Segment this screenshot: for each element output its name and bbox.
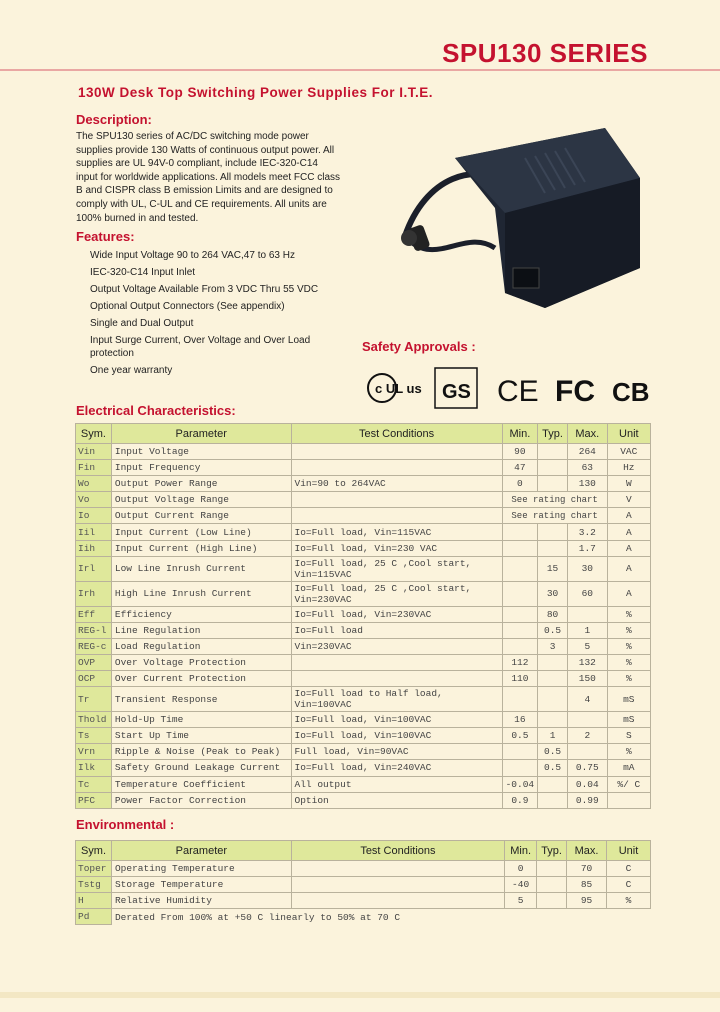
parameter-cell: Relative Humidity bbox=[111, 893, 291, 909]
unit-cell: Hz bbox=[607, 460, 650, 476]
description-text: The SPU130 series of AC/DC switching mode power supplies provide 130 Watts of continuous output power. All supplies are UL 94V-0 compliant, include IEC-320-C14 input for worldwide applications. All models meet FCC class B and CISPR class B emission Limits and are designed to comply with UL, C-UL and CE requirements. All units are 100% burned in and tested. bbox=[76, 131, 340, 224]
symbol-cell: Pd bbox=[76, 909, 112, 925]
unit-cell: mS bbox=[607, 687, 650, 712]
symbol-cell: Irl bbox=[76, 556, 112, 581]
max-cell: 5 bbox=[568, 638, 608, 654]
max-cell bbox=[568, 712, 608, 728]
derating-cell: Derated From 100% at +50 C linearly to 50% at 70 C bbox=[114, 911, 401, 923]
parameter-cell: Hold-Up Time bbox=[111, 712, 291, 728]
symbol-cell: Thold bbox=[76, 712, 112, 728]
unit-cell: % bbox=[607, 744, 650, 760]
safety-approvals-heading: Safety Approvals : bbox=[362, 339, 476, 354]
unit-cell: A bbox=[607, 524, 650, 540]
environmental-table bbox=[75, 840, 651, 925]
table-row bbox=[76, 540, 651, 556]
condition-cell bbox=[291, 861, 504, 877]
table-row bbox=[76, 556, 651, 581]
table-row bbox=[76, 460, 651, 476]
min-cell bbox=[502, 687, 538, 712]
unit-cell: S bbox=[607, 728, 650, 744]
max-cell: 85 bbox=[567, 877, 607, 893]
column-header: Parameter bbox=[111, 841, 291, 861]
max-cell: 0.99 bbox=[568, 792, 608, 808]
typ-cell: 80 bbox=[538, 606, 568, 622]
typ-cell: 3 bbox=[538, 638, 568, 654]
table-row bbox=[76, 744, 651, 760]
table-row bbox=[76, 728, 651, 744]
typ-cell: 0.5 bbox=[538, 622, 568, 638]
typ-cell: 30 bbox=[538, 581, 568, 606]
parameter-cell: Load Regulation bbox=[111, 638, 291, 654]
condition-cell: Io=Full load, 25 C ,Cool start, Vin=115VAC bbox=[291, 556, 502, 581]
max-cell: 70 bbox=[567, 861, 607, 877]
typ-cell: 15 bbox=[538, 556, 568, 581]
table-row bbox=[76, 877, 651, 893]
column-header: Typ. bbox=[538, 424, 568, 444]
condition-cell: Io=Full load, Vin=240VAC bbox=[291, 760, 502, 776]
ul-logo bbox=[368, 374, 422, 402]
table-row bbox=[76, 606, 651, 622]
typ-cell: 1 bbox=[538, 728, 568, 744]
parameter-cell: Transient Response bbox=[111, 687, 291, 712]
typ-cell bbox=[538, 687, 568, 712]
min-cell: 47 bbox=[502, 460, 538, 476]
list-item: Single and Dual Output bbox=[90, 318, 194, 330]
parameter-cell: Over Current Protection bbox=[111, 671, 291, 687]
power-supply-image bbox=[395, 118, 655, 318]
list-item: Input Surge Current, Over Voltage and Over Load protection bbox=[90, 335, 311, 360]
table-row bbox=[76, 444, 651, 460]
title-divider bbox=[0, 69, 720, 71]
symbol-cell: Ilk bbox=[76, 760, 112, 776]
symbol-cell: Wo bbox=[76, 476, 112, 492]
unit-cell: C bbox=[607, 861, 651, 877]
symbol-cell: Vo bbox=[76, 492, 112, 508]
column-header: Sym. bbox=[76, 841, 112, 861]
table-header-row bbox=[76, 424, 651, 444]
parameter-cell: Input Current (High Line) bbox=[111, 540, 291, 556]
max-cell: 0.04 bbox=[568, 776, 608, 792]
min-cell: See rating chart bbox=[502, 508, 607, 524]
parameter-cell: Input Frequency bbox=[111, 460, 291, 476]
symbol-cell: Ts bbox=[76, 728, 112, 744]
condition-cell bbox=[291, 654, 502, 670]
electrical-heading: Electrical Characteristics: bbox=[76, 403, 236, 418]
svg-text:CE: CE bbox=[497, 375, 539, 408]
min-cell bbox=[502, 556, 538, 581]
symbol-cell: H bbox=[76, 893, 112, 909]
max-cell: 60 bbox=[568, 581, 608, 606]
typ-cell bbox=[538, 671, 568, 687]
min-cell bbox=[502, 638, 538, 654]
unit-cell: % bbox=[607, 622, 650, 638]
description-heading: Description: bbox=[76, 112, 152, 127]
page-subtitle: 130W Desk Top Switching Power Supplies For I.T.E. bbox=[78, 85, 434, 100]
parameter-cell: Output Current Range bbox=[111, 508, 291, 524]
column-header: Typ. bbox=[537, 841, 567, 861]
unit-cell: W bbox=[607, 476, 650, 492]
parameter-cell: Low Line Inrush Current bbox=[111, 556, 291, 581]
min-cell: 112 bbox=[502, 654, 538, 670]
parameter-cell: Start Up Time bbox=[111, 728, 291, 744]
table-row bbox=[76, 508, 651, 524]
condition-cell: Io=Full load, Vin=100VAC bbox=[291, 712, 502, 728]
table-row bbox=[76, 524, 651, 540]
min-cell: 90 bbox=[502, 444, 538, 460]
condition-cell: Io=Full load, Vin=115VAC bbox=[291, 524, 502, 540]
symbol-cell: Irh bbox=[76, 581, 112, 606]
tuv-gs-logo bbox=[435, 368, 477, 408]
table-row bbox=[76, 909, 651, 925]
min-cell bbox=[502, 622, 538, 638]
table-row bbox=[76, 687, 651, 712]
unit-cell: A bbox=[607, 508, 650, 524]
symbol-cell: Iih bbox=[76, 540, 112, 556]
list-item: Output Voltage Available From 3 VDC Thru 55 VDC bbox=[90, 284, 319, 296]
column-header: Min. bbox=[502, 424, 538, 444]
parameter-cell: Ripple & Noise (Peak to Peak) bbox=[111, 744, 291, 760]
typ-cell bbox=[538, 792, 568, 808]
unit-cell: V bbox=[607, 492, 650, 508]
parameter-cell: Input Voltage bbox=[111, 444, 291, 460]
table-row bbox=[76, 861, 651, 877]
condition-cell: All output bbox=[291, 776, 502, 792]
symbol-cell: Tr bbox=[76, 687, 112, 712]
list-item: One year warranty bbox=[90, 365, 173, 377]
parameter-cell: Temperature Coefficient bbox=[111, 776, 291, 792]
symbol-cell: Tc bbox=[76, 776, 112, 792]
min-cell: -0.04 bbox=[502, 776, 538, 792]
column-header: Test Conditions bbox=[291, 841, 504, 861]
condition-cell bbox=[291, 893, 504, 909]
features-heading: Features: bbox=[76, 229, 135, 244]
column-header: Test Conditions bbox=[291, 424, 502, 444]
max-cell: 1 bbox=[568, 622, 608, 638]
svg-text:GS: GS bbox=[442, 381, 471, 403]
symbol-cell: REG-c bbox=[76, 638, 112, 654]
min-cell bbox=[502, 760, 538, 776]
unit-cell: mS bbox=[607, 712, 650, 728]
condition-cell bbox=[291, 877, 504, 893]
min-cell: 0.9 bbox=[502, 792, 538, 808]
max-cell: 150 bbox=[568, 671, 608, 687]
max-cell: 4 bbox=[568, 687, 608, 712]
min-cell: 5 bbox=[505, 893, 537, 909]
table-row bbox=[76, 492, 651, 508]
typ-cell bbox=[538, 476, 568, 492]
max-cell bbox=[568, 744, 608, 760]
unit-cell: A bbox=[607, 581, 650, 606]
table-row bbox=[76, 776, 651, 792]
table-row bbox=[76, 638, 651, 654]
page-title: SPU130 SERIES bbox=[442, 38, 648, 68]
table-row bbox=[76, 581, 651, 606]
typ-cell bbox=[538, 654, 568, 670]
max-cell: 30 bbox=[568, 556, 608, 581]
typ-cell bbox=[537, 893, 567, 909]
condition-cell: Io=Full load bbox=[291, 622, 502, 638]
symbol-cell: Eff bbox=[76, 606, 112, 622]
max-cell: 2 bbox=[568, 728, 608, 744]
unit-cell: % bbox=[607, 654, 650, 670]
svg-text:FC: FC bbox=[555, 375, 595, 408]
column-header: Min. bbox=[505, 841, 537, 861]
parameter-cell: Efficiency bbox=[111, 606, 291, 622]
table-header-row bbox=[76, 841, 651, 861]
condition-cell bbox=[291, 671, 502, 687]
max-cell: 130 bbox=[568, 476, 608, 492]
symbol-cell: Vrn bbox=[76, 744, 112, 760]
symbol-cell: Iil bbox=[76, 524, 112, 540]
condition-cell: Vin=230VAC bbox=[291, 638, 502, 654]
parameter-cell: High Line Inrush Current bbox=[111, 581, 291, 606]
parameter-cell: Over Voltage Protection bbox=[111, 654, 291, 670]
condition-cell: Option bbox=[291, 792, 502, 808]
condition-cell: Io=Full load, Vin=100VAC bbox=[291, 728, 502, 744]
fcc-logo bbox=[555, 375, 595, 408]
unit-cell: % bbox=[607, 606, 650, 622]
symbol-cell: Toper bbox=[76, 861, 112, 877]
list-item: Optional Output Connectors (See appendix) bbox=[90, 301, 285, 313]
min-cell: See rating chart bbox=[502, 492, 607, 508]
unit-cell: C bbox=[607, 877, 651, 893]
typ-cell bbox=[537, 877, 567, 893]
table-row bbox=[76, 476, 651, 492]
table-row bbox=[76, 792, 651, 808]
min-cell bbox=[502, 744, 538, 760]
condition-cell: Full load, Vin=90VAC bbox=[291, 744, 502, 760]
certification-logos bbox=[360, 366, 665, 410]
environmental-heading: Environmental : bbox=[76, 817, 175, 832]
symbol-cell: Fin bbox=[76, 460, 112, 476]
parameter-cell: Storage Temperature bbox=[111, 877, 291, 893]
symbol-cell: Tstg bbox=[76, 877, 112, 893]
column-header: Max. bbox=[568, 424, 608, 444]
unit-cell: %/ C bbox=[607, 776, 650, 792]
max-cell bbox=[568, 606, 608, 622]
table-row bbox=[76, 671, 651, 687]
max-cell: 132 bbox=[568, 654, 608, 670]
svg-text:CB: CB bbox=[612, 377, 650, 407]
min-cell: 0 bbox=[502, 476, 538, 492]
min-cell bbox=[502, 524, 538, 540]
parameter-cell: Line Regulation bbox=[111, 622, 291, 638]
max-cell: 63 bbox=[568, 460, 608, 476]
ce-logo bbox=[497, 375, 539, 408]
max-cell: 1.7 bbox=[568, 540, 608, 556]
table-row bbox=[76, 893, 651, 909]
column-header: Parameter bbox=[111, 424, 291, 444]
symbol-cell: OVP bbox=[76, 654, 112, 670]
list-item: Wide Input Voltage 90 to 264 VAC,47 to 63 Hz bbox=[90, 250, 295, 261]
parameter-cell: Output Power Range bbox=[111, 476, 291, 492]
features-list bbox=[90, 250, 330, 382]
unit-cell: % bbox=[607, 671, 650, 687]
symbol-cell: REG-l bbox=[76, 622, 112, 638]
typ-cell bbox=[538, 776, 568, 792]
max-cell: 95 bbox=[567, 893, 607, 909]
column-header: Unit bbox=[607, 424, 650, 444]
min-cell: 0 bbox=[505, 861, 537, 877]
typ-cell bbox=[538, 460, 568, 476]
table-row bbox=[76, 760, 651, 776]
condition-cell: Io=Full load, Vin=230VAC bbox=[291, 606, 502, 622]
typ-cell bbox=[538, 540, 568, 556]
condition-cell: Io=Full load, 25 C ,Cool start, Vin=230VAC bbox=[291, 581, 502, 606]
cb-logo bbox=[612, 377, 650, 407]
electrical-table bbox=[75, 423, 651, 809]
footer-band bbox=[0, 992, 720, 998]
parameter-cell: Power Factor Correction bbox=[111, 792, 291, 808]
min-cell bbox=[502, 540, 538, 556]
min-cell: -40 bbox=[505, 877, 537, 893]
condition-cell: Vin=90 to 264VAC bbox=[291, 476, 502, 492]
column-header: Unit bbox=[607, 841, 651, 861]
symbol-cell: OCP bbox=[76, 671, 112, 687]
typ-cell bbox=[537, 861, 567, 877]
typ-cell bbox=[538, 444, 568, 460]
typ-cell bbox=[538, 712, 568, 728]
parameter-cell: Input Current (Low Line) bbox=[111, 524, 291, 540]
max-cell: 264 bbox=[568, 444, 608, 460]
max-cell: 3.2 bbox=[568, 524, 608, 540]
symbol-cell: Vin bbox=[76, 444, 112, 460]
column-header: Sym. bbox=[76, 424, 112, 444]
parameter-cell: Safety Ground Leakage Current bbox=[111, 760, 291, 776]
condition-cell: Io=Full load to Half load, Vin=100VAC bbox=[291, 687, 502, 712]
condition-cell bbox=[291, 492, 502, 508]
svg-text:c UL us: c UL us bbox=[375, 381, 422, 396]
table-row bbox=[76, 654, 651, 670]
unit-cell bbox=[607, 792, 650, 808]
typ-cell: 0.5 bbox=[538, 744, 568, 760]
min-cell bbox=[502, 606, 538, 622]
unit-cell: mA bbox=[607, 760, 650, 776]
min-cell bbox=[502, 581, 538, 606]
typ-cell bbox=[538, 524, 568, 540]
parameter-cell: Output Voltage Range bbox=[111, 492, 291, 508]
condition-cell bbox=[291, 444, 502, 460]
unit-cell: % bbox=[607, 638, 650, 654]
parameter-cell: Operating Temperature bbox=[111, 861, 291, 877]
min-cell: 16 bbox=[502, 712, 538, 728]
min-cell: 110 bbox=[502, 671, 538, 687]
symbol-cell: PFC bbox=[76, 792, 112, 808]
condition-cell bbox=[291, 460, 502, 476]
unit-cell: % bbox=[607, 893, 651, 909]
table-row bbox=[76, 712, 651, 728]
unit-cell: A bbox=[607, 540, 650, 556]
list-item: IEC-320-C14 Input Inlet bbox=[90, 267, 196, 279]
unit-cell: A bbox=[607, 556, 650, 581]
column-header: Max. bbox=[567, 841, 607, 861]
condition-cell bbox=[291, 508, 502, 524]
max-cell: 0.75 bbox=[568, 760, 608, 776]
table-row bbox=[76, 622, 651, 638]
unit-cell: VAC bbox=[607, 444, 650, 460]
min-cell: 0.5 bbox=[502, 728, 538, 744]
condition-cell: Io=Full load, Vin=230 VAC bbox=[291, 540, 502, 556]
typ-cell: 0.5 bbox=[538, 760, 568, 776]
symbol-cell: Io bbox=[76, 508, 112, 524]
